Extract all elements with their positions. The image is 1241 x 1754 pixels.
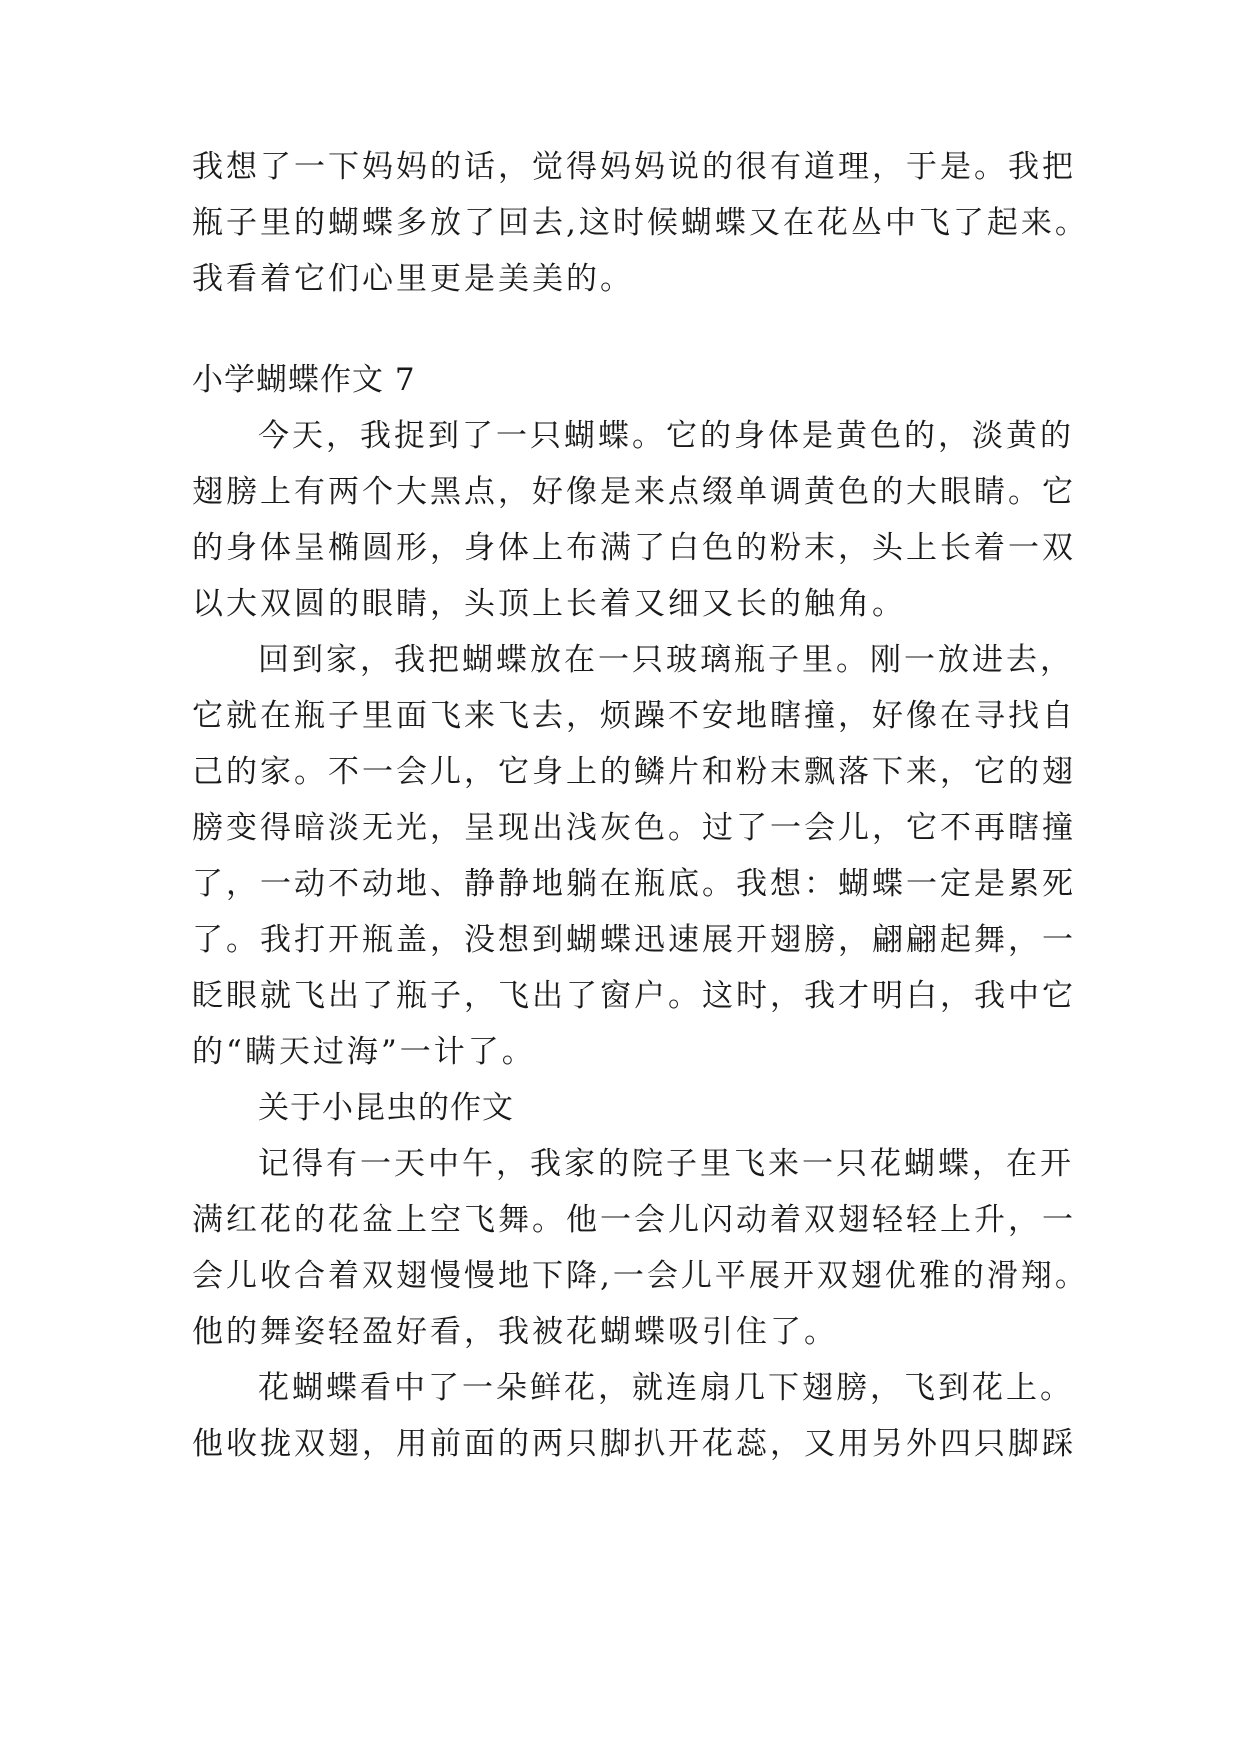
paragraph-line: 己的家。不一会儿，它身上的鳞片和粉末飘落下来，它的翅 bbox=[192, 754, 1076, 790]
paragraph-line: 记得有一天中午，我家的院子里飞来一只花蝴蝶，在开 bbox=[258, 1146, 1074, 1182]
section-title: 小学蝴蝶作文 7 bbox=[192, 362, 416, 398]
paragraph-line: 了。我打开瓶盖，没想到蝴蝶迅速展开翅膀，翩翩起舞，一 bbox=[192, 922, 1076, 958]
paragraph-line: 眨眼就飞出了瓶子，飞出了窗户。这时，我才明白，我中它 bbox=[192, 978, 1076, 1014]
paragraph-line: 今天，我捉到了一只蝴蝶。它的身体是黄色的，淡黄的 bbox=[258, 418, 1074, 454]
paragraph-line: 他的舞姿轻盈好看，我被花蝴蝶吸引住了。 bbox=[192, 1314, 838, 1350]
paragraph-line: 满红花的花盆上空飞舞。他一会儿闪动着双翅轻轻上升，一 bbox=[192, 1202, 1076, 1238]
paragraph-line: 瓶子里的蝴蝶多放了回去,这时候蝴蝶又在花丛中飞了起来。 bbox=[192, 205, 1089, 241]
paragraph-line: 我看着它们心里更是美美的。 bbox=[192, 261, 634, 297]
paragraph-line: 他收拢双翅，用前面的两只脚扒开花蕊，又用另外四只脚踩 bbox=[192, 1426, 1076, 1462]
paragraph-line: 它就在瓶子里面飞来飞去，烦躁不安地瞎撞，好像在寻找自 bbox=[192, 698, 1076, 734]
paragraph-line: 回到家，我把蝴蝶放在一只玻璃瓶子里。刚一放进去， bbox=[258, 642, 1074, 678]
paragraph-line: 的身体呈椭圆形，身体上布满了白色的粉末，头上长着一双 bbox=[192, 530, 1076, 566]
paragraph-line: 以大双圆的眼睛，头顶上长着又细又长的触角。 bbox=[192, 586, 906, 622]
paragraph-line: 翅膀上有两个大黑点，好像是来点缀单调黄色的大眼睛。它 bbox=[192, 474, 1076, 510]
paragraph-line: 了，一动不动地、静静地躺在瓶底。我想：蝴蝶一定是累死 bbox=[192, 866, 1076, 902]
section-title: 关于小昆虫的作文 bbox=[258, 1090, 514, 1126]
paragraph-line: 的“瞒天过海”一计了。 bbox=[192, 1034, 536, 1070]
paragraph-line: 花蝴蝶看中了一朵鲜花，就连扇几下翅膀，飞到花上。 bbox=[258, 1370, 1074, 1406]
paragraph-line: 膀变得暗淡无光，呈现出浅灰色。过了一会儿，它不再瞎撞 bbox=[192, 810, 1076, 846]
paragraph-line: 我想了一下妈妈的话，觉得妈妈说的很有道理，于是。我把 bbox=[192, 149, 1076, 185]
paragraph-line: 会儿收合着双翅慢慢地下降,一会儿平展开双翅优雅的滑翔。 bbox=[192, 1258, 1089, 1294]
